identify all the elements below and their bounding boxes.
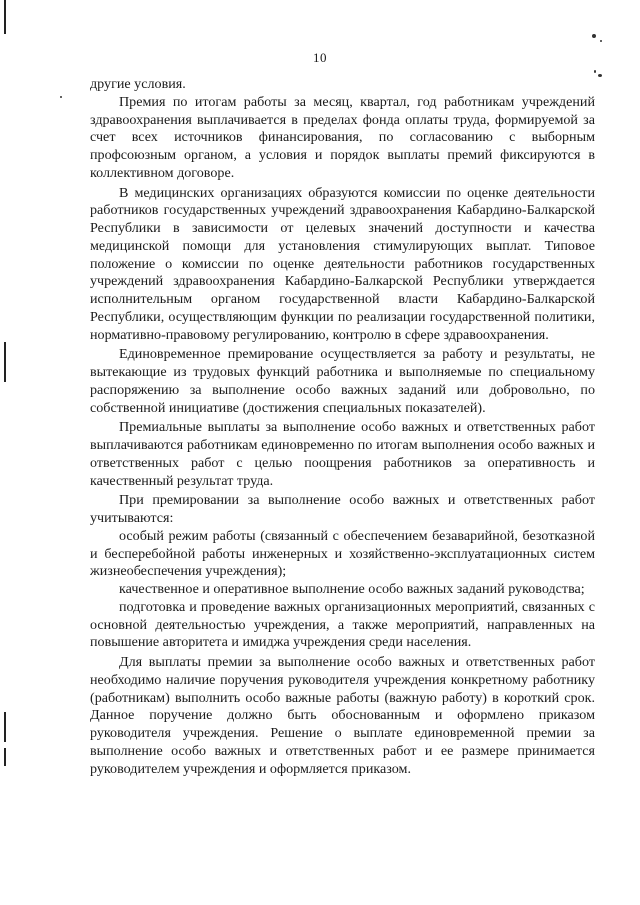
paragraph-bonus-period: Премия по итогам работы за месяц, квартал, год работникам учреждений здравоохранения выплачивается в пределах фонда оплаты труда, формируемой за счет всех источников финансирования, по согласованию с выборным профсоюзным органом, а условия и порядок выплаты премий фиксируются в коллективном договоре. [90, 93, 595, 181]
paragraph-one-time-bonus: Единовременное премирование осуществляется за работу и результаты, не вытекающие из трудовых функций работника и выполняемые по специальному распоряжению за выполнение особо важных заданий или добровольно, по собственной инициативе (достижения специальных показателей). [90, 346, 595, 416]
scan-margin-mark [4, 0, 6, 34]
scan-margin-mark [4, 748, 6, 766]
paragraph-continuation: другие условия. [90, 76, 186, 92]
list-item-quality-execution: качественное и оперативное выполнение особо важных заданий руководства; [119, 581, 585, 597]
document-body [90, 76, 595, 778]
page-number: 10 [313, 50, 327, 65]
scan-speck [594, 70, 596, 73]
paragraph-criteria-intro: При премировании за выполнение особо важных и ответственных работ учитываются: [90, 492, 595, 526]
list-item-special-mode: особый режим работы (связанный с обеспечением безаварийной, безотказной и бесперебойной работы инженерных и хозяйственно-эксплуатационных систем жизнеобеспечения учреждения); [90, 527, 595, 580]
scan-margin-mark [4, 712, 6, 742]
paragraph-commissions: В медицинских организациях образуются комиссии по оценке деятельности работников государственных учреждений здравоохранения Кабардино-Балкарской Республики в зависимости от целевых значений доступности и качества медицинской помощи для установления стимулирующих выплат. Типовое положение о комиссии по оценке деятельности работников государственных учреждений здравоохранения Кабардино-Балкарской Республики утверждается исполнительным органом государственной власти Кабардино-Балкарской Республики, осуществляющим функции по реализации государственной политики, нормативно-правовому регулированию, контролю в сфере здравоохранения. [90, 184, 595, 343]
paragraph-bonus-payments: Премиальные выплаты за выполнение особо важных и ответственных работ выплачиваются работникам единовременно по итогам выполнения особо важных и ответственных работ с целью поощрения работников за оперативность и качественный результат труда. [90, 419, 595, 489]
scan-speck [60, 96, 62, 98]
scan-speck [598, 74, 602, 77]
list-item-events: подготовка и проведение важных организационных мероприятий, связанных с основной деятельностью учреждения, а также мероприятий, направленных на повышение авторитета и имиджа учреждения среди населения. [90, 598, 595, 651]
scan-speck [592, 34, 596, 38]
scan-speck [600, 40, 602, 42]
scan-margin-mark [4, 342, 6, 382]
paragraph-payment-order: Для выплаты премии за выполнение особо важных и ответственных работ необходимо наличие поручения руководителя учреждения конкретному работнику (работникам) выполнить особо важные работы (важную работу) в короткий срок. Данное поручение должно быть обоснованным и оформлено приказом руководителя учреждения. Решение о выплате единовременной премии за выполнение особо важных и ответственных работ и ее размере принимается руководителем учреждения и оформляется приказом. [90, 654, 595, 777]
